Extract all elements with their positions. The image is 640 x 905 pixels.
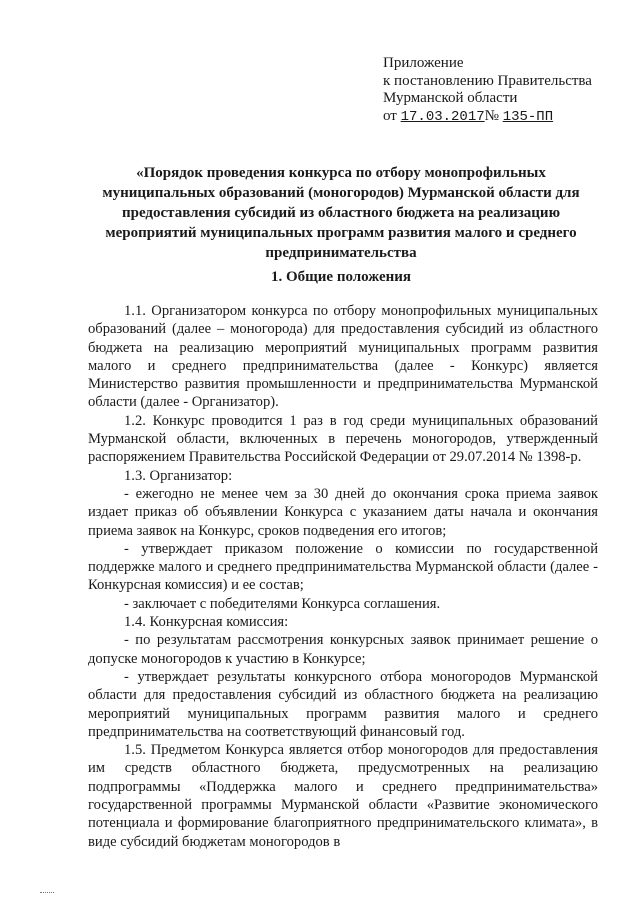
paragraph: 1.3. Организатор: xyxy=(124,467,233,484)
paragraph: 1.5. Предметом Конкурса является отбор моногородов для предоставления им средств областного бюджета, предусмотренных на реализацию подпрограммы «Поддержка малого и среднего предпринимательства» государственной программы Мурманской области «Развитие экономического потенциала и формирование благоприятного предпринимательского климата», в виде субсидий бюджетам моногородов в xyxy=(88,742,598,850)
appendix-block xyxy=(383,55,592,126)
date-prefix: от xyxy=(383,107,401,124)
document-title: «Порядок проведения конкурса по отбору монопрофильных муниципальных образований (моногородов) Мурманской области для предоставления субсидий из областного бюджета на реализацию мероприятий муниципальных программ развития малого и среднего предпринимательства xyxy=(102,165,580,261)
section-heading: 1. Общие положения xyxy=(270,269,412,285)
paragraph: - по результатам рассмотрения конкурсных заявок принимает решение о допуске моногородов к участию в Конкурсе; xyxy=(88,632,598,667)
appendix-decree-reference: к постановлению Правительства xyxy=(383,72,592,89)
decree-date: 17.03.2017 xyxy=(400,108,485,125)
appendix-date-number xyxy=(383,108,592,127)
paragraph: - утверждает приказом положение о комиссии по государственной поддержке малого и среднего предпринимательства Мурманской области (далее - Конкурсная комиссия) и ее состав; xyxy=(88,540,598,594)
paragraph: - ежегодно не менее чем за 30 дней до окончания срока приема заявок издает приказ об объявлении Конкурса с указанием даты начала и окончания приема заявок на Конкурс, сроков подведения его итогов; xyxy=(88,485,598,539)
paragraph: 1.1. Организатором конкурса по отбору монопрофильных муниципальных образований (далее – моногорода) для предоставления субсидий из областного бюджета на реализацию мероприятий муниципальных программ развития малого и среднего предпринимательства (далее - Конкурс) является Министерство развития промышленности и предпринимательства Мурманской области (далее - Организатор). xyxy=(88,303,598,411)
document-body xyxy=(88,302,598,851)
decree-number: 135-ПП xyxy=(502,108,554,125)
paragraph: - заключает с победителями Конкурса соглашения. xyxy=(124,595,441,612)
paragraph: 1.4. Конкурсная комиссия: xyxy=(124,614,289,631)
paragraph: 1.2. Конкурс проводится 1 раз в год среди муниципальных образований Мурманской области, включенных в перечень моногородов, утвержденный распоряжением Правительства Российской Федерации от 29.07.2014 № 1398-р. xyxy=(88,412,598,466)
paragraph: - утверждает результаты конкурсного отбора моногородов Мурманской области для предоставления субсидий из областного бюджета на реализацию мероприятий муниципальных программ развития малого и среднего предпринимательства на соответствующий финансовый год. xyxy=(88,668,598,740)
scan-artifact xyxy=(40,892,54,895)
number-prefix: № xyxy=(484,107,503,124)
appendix-region: Мурманской области xyxy=(383,90,518,106)
appendix-label: Приложение xyxy=(383,55,464,71)
